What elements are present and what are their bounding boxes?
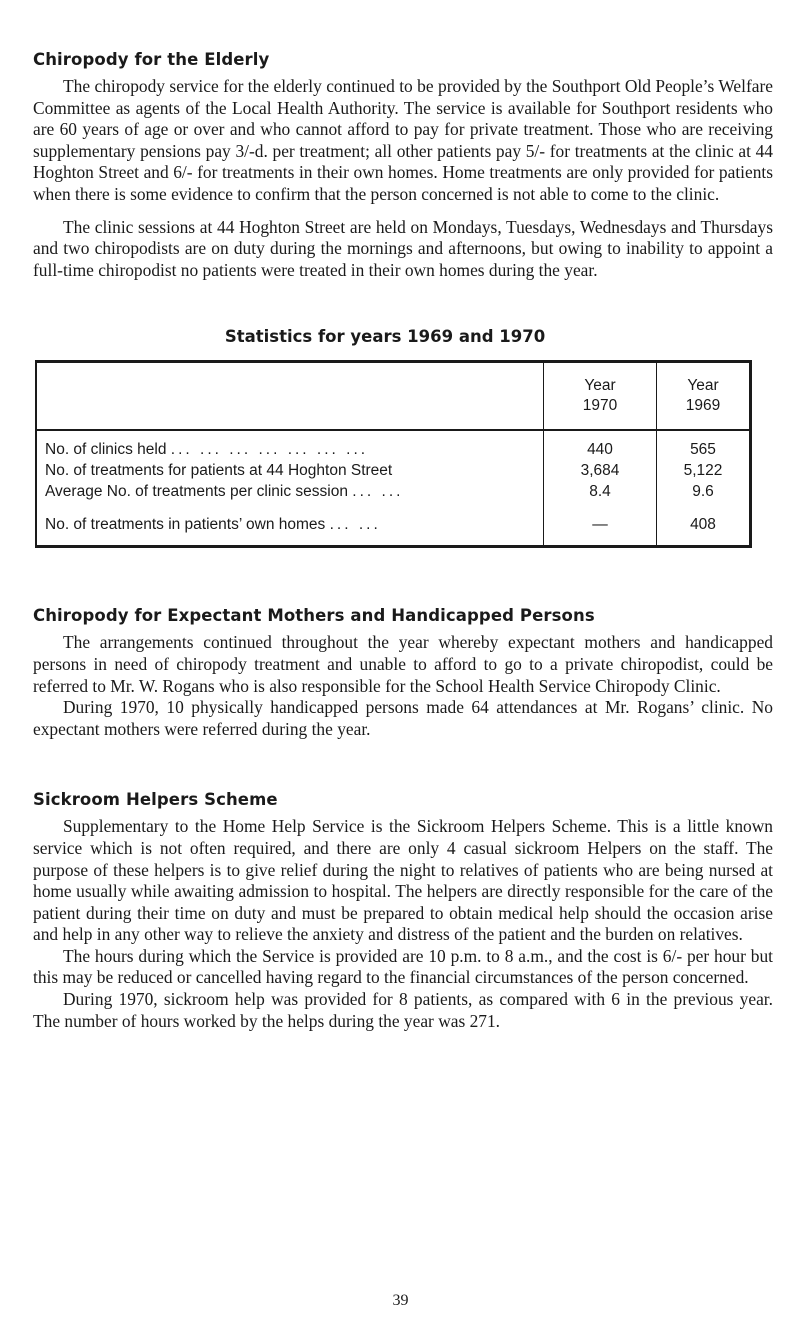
- table-row: [36, 460, 751, 481]
- section-sickroom-helpers: [33, 790, 773, 1032]
- paragraph: The arrangements continued throughout the year whereby expectant mothers and handicapped persons in need of chiropody treatment and unable to afford to go to a private chiropodist, could be referred to Mr. W. Rogans who is also responsible for the School Health Service Chiropody Clinic.: [33, 632, 773, 696]
- paragraph: Supplementary to the Home Help Service is the Sickroom Helpers Scheme. This is a little known service which is not often required, and there are only 4 casual sickroom Helpers on the staff. The purpose of these helpers is to give relief during the night to relatives of patients who are being nursed at home usually while awaiting admission to hospital. The helpers are directly responsible for the care of the patient during their time on duty and must be prepared to obtain medical help should the occasion arise and help in any other way to relieve the anxiety and distress of the patient and the burden on relatives.: [33, 816, 773, 945]
- paragraph: During 1970, sickroom help was provided for 8 patients, as compared with 6 in the previous year. The number of hours worked by the helps during the year was 271.: [33, 989, 773, 1031]
- column-header-line: 1969: [685, 397, 721, 415]
- section-expectant-mothers: [33, 606, 773, 740]
- cell-1969: 565: [690, 441, 716, 459]
- cell-1970: 8.4: [544, 481, 657, 502]
- paragraph: The clinic sessions at 44 Hoghton Street are held on Mondays, Tuesdays, Wednesdays and Thursdays and two chiropodists are on duty during the mornings and afternoons, but owing to inability to appoint a full-time chiropodist no patients were treated in their own homes during the year.: [33, 216, 773, 280]
- row-label: Average No. of treatments per clinic session ... ...: [36, 481, 544, 502]
- table-row: [36, 481, 751, 502]
- cell-1970: 3,684: [544, 460, 657, 481]
- table-header-blank: [36, 362, 544, 431]
- table-row: [36, 430, 751, 460]
- paragraph: The hours during which the Service is provided are 10 p.m. to 8 a.m., and the cost is 6/- per hour but this may be reduced or cancelled having regard to the financial circumstances of the person concerned.: [33, 945, 773, 988]
- paragraph: The chiropody service for the elderly continued to be provided by the Southport Old People’s Welfare Committee as agents of the Local Health Authority. The service is available for Southport residents who are 60 years of age or over and who cannot afford to pay for private treatment. Those who are receiving supplementary pensions pay 3/-d. per treatment; all other patients pay 5/- for treatments at the clinic at 44 Hoghton Street and 6/- for treatments in their own homes. Home treatments are only provided for patients when there is some evidence to confirm that the person concerned is not able to come to the clinic.: [33, 76, 773, 204]
- cell-1970: —: [544, 514, 657, 547]
- column-header-line: Year: [584, 377, 616, 395]
- row-label: No. of treatments for patients at 44 Hoghton Street: [36, 460, 544, 481]
- section-heading-sickroom: Sickroom Helpers Scheme: [33, 790, 278, 810]
- table-row: [36, 514, 751, 547]
- section-heading-elderly: Chiropody for the Elderly: [33, 50, 270, 69]
- cell-1969: 408: [690, 516, 716, 534]
- row-label: No. of clinics held ... ... ... ... ... ... ...: [36, 430, 544, 460]
- document-page: [33, 50, 773, 1032]
- cell-1970: 440: [544, 430, 657, 460]
- row-label: No. of treatments in patients’ own homes ... ...: [36, 514, 544, 547]
- statistics-table: [35, 360, 752, 548]
- column-header-1970: [544, 362, 657, 431]
- section-heading-expectant: Chiropody for Expectant Mothers and Handicapped Persons: [33, 606, 595, 626]
- column-header-1969: [657, 362, 751, 431]
- column-header-line: Year: [687, 377, 719, 395]
- page-number: 39: [392, 1292, 409, 1309]
- cell-1969: 5,122: [683, 462, 723, 480]
- stats-title: Statistics for years 1969 and 1970: [224, 327, 546, 347]
- cell-1969: 9.6: [692, 483, 714, 501]
- paragraph: During 1970, 10 physically handicapped persons made 64 attendances at Mr. Rogans’ clinic. No expectant mothers were referred during the year.: [33, 697, 773, 739]
- column-header-line: 1970: [582, 397, 618, 415]
- table-spacer-row: [36, 502, 751, 514]
